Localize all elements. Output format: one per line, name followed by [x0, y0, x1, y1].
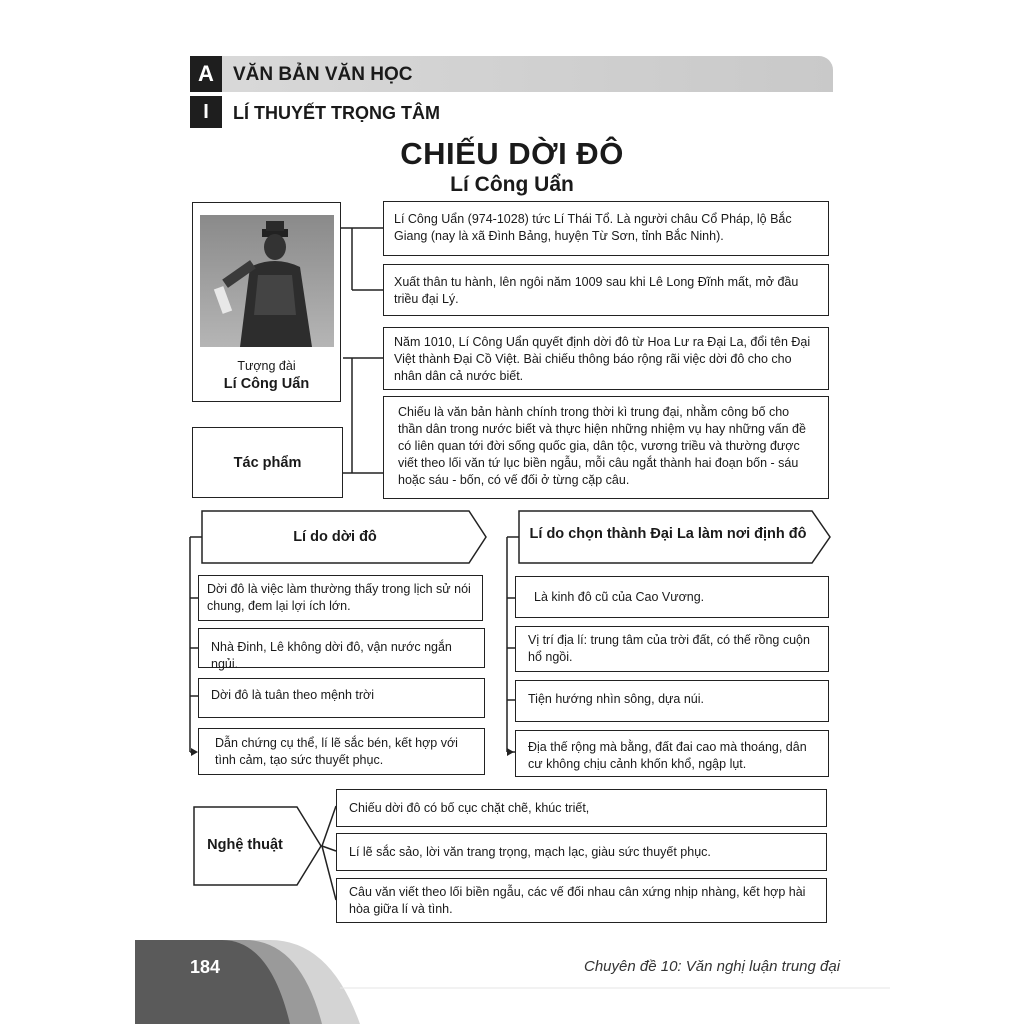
author-fact-1: Lí Công Uẩn (974-1028) tức Lí Thái Tổ. Là người châu Cổ Pháp, lộ Bắc Giang (nay là xã Đình Bảng, huyện Từ Sơn, tỉnh Bắc Ninh).	[383, 201, 829, 256]
reasons-move-item-2: Nhà Đinh, Lê không dời đô, vận nước ngắn ngủi.	[198, 628, 485, 668]
author-name: Lí Công Uẩn	[450, 173, 574, 196]
main-title: CHIẾU DỜI ĐÔ	[400, 136, 624, 171]
section-i-letter: I	[190, 96, 222, 128]
footer-shape	[0, 940, 1024, 1024]
reasons-move-header: Lí do dời đô	[293, 529, 377, 545]
reasons-move-item-4: Dẫn chứng cụ thể, lí lẽ sắc bén, kết hợp với tình cảm, tạo sức thuyết phục.	[198, 728, 485, 775]
work-fact-2: Chiếu là văn bản hành chính trong thời kì trung đại, nhằm công bố cho thần dân trong nước biết và thực hiện những nhiệm vụ hay những vấn đề có liên quan tới đời sống quốc gia, dân tộc, vương triều và thường được viết theo lối văn tứ lục biền ngẫu, mỗi câu ngắt thành hai đoạn bốn - sáu hoặc sáu - bốn, có vế đối ở từng cặp câu.	[383, 396, 829, 499]
reasons-dai-la-item-1: Là kinh đô cũ của Cao Vương.	[515, 576, 829, 618]
reasons-dai-la-header: Lí do chọn thành Đại La làm nơi định đô	[529, 526, 807, 542]
statue-image	[200, 215, 334, 347]
section-a-letter: A	[190, 56, 222, 92]
section-i-title: LÍ THUYẾT TRỌNG TÂM	[233, 103, 440, 123]
reasons-dai-la-item-3: Tiện hướng nhìn sông, dựa núi.	[515, 680, 829, 722]
art-item-2: Lí lẽ sắc sảo, lời văn trang trọng, mạch lạc, giàu sức thuyết phục.	[336, 833, 827, 871]
art-item-3: Câu văn viết theo lối biền ngẫu, các vế đối nhau cân xứng nhịp nhàng, kết hợp hài hòa giữa lí và tình.	[336, 878, 827, 923]
chapter-title: Chuyên đề 10: Văn nghị luận trung đại	[584, 958, 841, 975]
art-label: Nghệ thuật	[207, 837, 283, 853]
author-fact-2: Xuất thân tu hành, lên ngôi năm 1009 sau khi Lê Long Đĩnh mất, mở đầu triều đại Lý.	[383, 264, 829, 316]
reasons-move-item-1: Dời đô là việc làm thường thấy trong lịch sử nói chung, đem lại lợi ích lớn.	[198, 575, 483, 621]
portrait-box	[192, 202, 341, 402]
portrait-caption-1: Tượng đài	[237, 359, 296, 373]
page-number: 184	[190, 957, 221, 977]
reasons-dai-la-item-4: Địa thế rộng mà bằng, đất đai cao mà thoáng, dân cư không chịu cảnh khốn khổ, ngập lụt.	[515, 730, 829, 777]
art-item-1: Chiếu dời đô có bố cục chặt chẽ, khúc triết,	[336, 789, 827, 827]
work-fact-1: Năm 1010, Lí Công Uẩn quyết định dời đô từ Hoa Lư ra Đại La, đổi tên Đại Việt thành Đại Cồ Việt. Bài chiếu thông báo rộng rãi việc dời đô cho cho nhân dân cả nước biết.	[383, 327, 829, 390]
reasons-dai-la-item-2: Vị trí địa lí: trung tâm của trời đất, có thế rồng cuộn hổ ngồi.	[515, 626, 829, 672]
section-a-title: VĂN BẢN VĂN HỌC	[233, 64, 413, 85]
portrait-caption-2: Lí Công Uẩn	[223, 376, 310, 392]
reasons-move-item-3: Dời đô là tuân theo mệnh trời	[198, 678, 485, 718]
work-label: Tác phẩm	[192, 427, 343, 498]
